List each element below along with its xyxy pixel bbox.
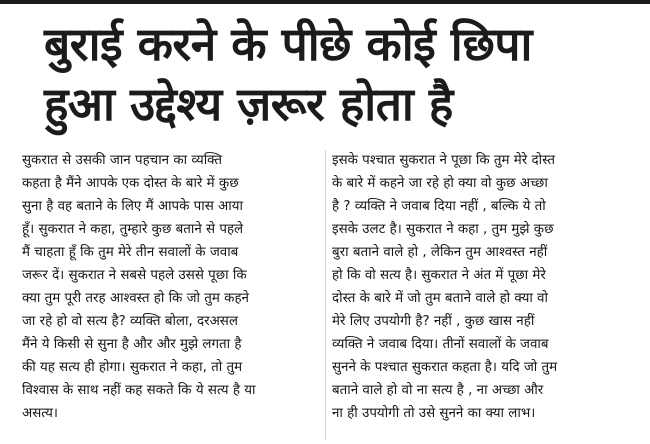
text-line: जरूर दें। सुकरात ने सबसे पहले उससे पूछा कि xyxy=(22,268,247,283)
headline-line-1: बुराई करने के पीछे कोई छिपा xyxy=(44,17,532,71)
text-line: इसके पश्चात सुकरात ने पूछा कि तुम मेरे दोस्त xyxy=(332,153,555,168)
text-line: सुकरात से उसकी जान पहचान का व्यक्ति xyxy=(22,153,222,168)
text-line: हूँ। सुकरात ने कहा, तुम्हारे कुछ बताने से पहले xyxy=(22,222,244,237)
text-line: जा रहे हो वो सत्य है? व्यक्ति बोला, दरअसल xyxy=(22,314,238,329)
text-line: सुना है वह बताने के लिए मैं आपके पास आया xyxy=(22,199,243,214)
text-line: विश्वास के साथ नहीं कह सकते कि ये सत्य है या xyxy=(22,383,256,398)
text-line: की यह सत्य ही होगा। सुकरात ने कहा, तो तुम xyxy=(22,360,243,375)
text-line: व्यक्ति ने जवाब दिया। तीनों सवालों के जवाब xyxy=(332,337,549,352)
text-line: सुनने के पश्चात सुकरात कहता है। यदि जो तुम xyxy=(332,360,558,375)
text-line: इसके उलट है। सुकरात ने कहा , तुम मुझे कुछ xyxy=(332,222,554,237)
text-line: दोस्त के बारे में जो तुम बताने वाले हो क्या वो xyxy=(332,291,548,306)
text-line: मैं चाहता हूँ कि तुम मेरे तीन सवालों के जवाब xyxy=(22,245,239,260)
article-column-left xyxy=(22,149,322,425)
text-line: है ? व्यक्ति ने जवाब दिया नहीं , बल्कि ये तो xyxy=(332,199,546,214)
text-line: कहता है मैंने आपके एक दोस्त के बारे में कुछ xyxy=(22,176,239,191)
text-line: के बारे में कहने जा रहे हो क्या वो कुछ अच्छा xyxy=(332,176,548,191)
headline xyxy=(44,14,644,134)
text-line: बुरा बताने वाले हो , लेकिन तुम आश्वस्त नहीं xyxy=(332,245,548,260)
headline-line-2: हुआ उद्देश्य ज़रूर होता है xyxy=(44,77,453,131)
text-line: मैंने ये किसी से सुना है और और मुझे लगता है xyxy=(22,337,242,352)
text-line: बताने वाले हो वो ना सत्य है , ना अच्छा और xyxy=(332,383,544,398)
top-rule xyxy=(0,0,650,4)
article-column-right xyxy=(332,149,644,425)
text-line: क्या तुम पूरी तरह आश्वस्त हो कि जो तुम कहने xyxy=(22,291,249,306)
text-line: हो कि वो सत्य है। सुकरात ने अंत में पूछा मेरे xyxy=(332,268,546,283)
text-line: ना ही उपयोगी तो उसे सुनने का क्या लाभ। xyxy=(332,406,536,421)
column-divider xyxy=(325,150,326,440)
text-line: मेरे लिए उपयोगी है? नहीं , कुछ खास नहीं xyxy=(332,314,535,329)
text-line: असत्य। xyxy=(22,406,59,421)
